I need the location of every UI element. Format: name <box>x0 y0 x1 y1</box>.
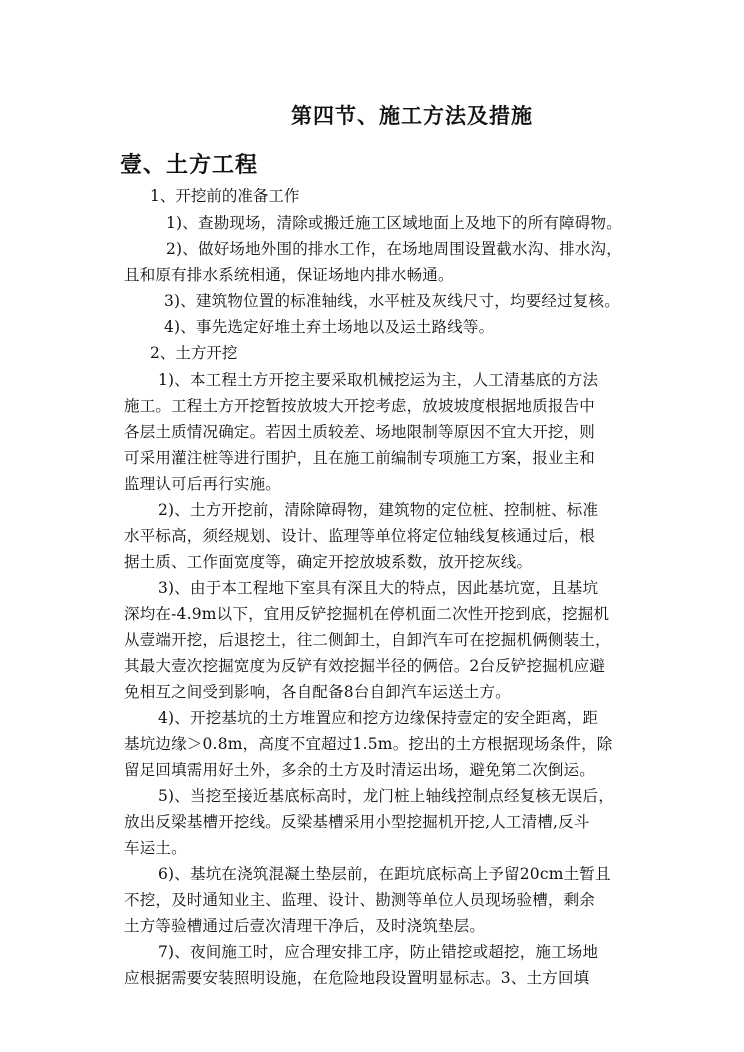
paragraph-line: 车运土。 <box>124 839 187 857</box>
paragraph-line: 不挖，及时通知业主、监理、设计、勘测等单位人员现场验槽，剩余 <box>124 891 596 909</box>
paragraph-line: 各层土质情况确定。若因土质较差、场地限制等原因不宜大开挖，则 <box>124 423 596 441</box>
paragraph-line: 应根据需要安装照明设施，在危险地段设置明显标志。3、土方回填 <box>124 969 590 987</box>
paragraph-line: 深均在-4.9m以下，宜用反铲挖掘机在停机面二次性开挖到底，挖掘机 <box>124 605 610 623</box>
paragraph-line: 1)、查勘现场，清除或搬迁施工区域地面上及地下的所有障碍物。 <box>166 214 622 232</box>
paragraph-line: 1)、本工程土方开挖主要采取机械挖运为主，人工清基底的方法 <box>158 371 599 389</box>
page-title: 第四节、施工方法及措施 <box>291 103 533 128</box>
paragraph-line: 且和原有排水系统相通，保证场地内排水畅通。 <box>124 266 454 284</box>
paragraph-line: 3)、建筑物位置的标准轴线，水平桩及灰线尺寸，均要经过复核。 <box>164 292 620 310</box>
paragraph-line: 可采用灌注桩等进行围护，且在施工前编制专项施工方案，报业主和 <box>124 449 596 467</box>
paragraph-line: 监理认可后再行实施。 <box>124 475 282 493</box>
paragraph-line: 6)、基坑在浇筑混凝土垫层前，在距坑底标高上予留20cm土暂且 <box>158 865 611 883</box>
paragraph-line: 从壹端开挖，后退挖土，往二侧卸土，自卸汽车可在挖掘机俩侧装土， <box>124 631 611 649</box>
section-heading: 壹、土方工程 <box>120 152 259 178</box>
paragraph-line: 其最大壹次挖掘宽度为反铲有效挖掘半径的俩倍。2台反铲挖掘机应避 <box>124 657 606 675</box>
paragraph-line: 5)、当挖至接近基底标高时，龙门桩上轴线控制点经复核无误后， <box>158 787 614 805</box>
paragraph-line: 2)、土方开挖前，清除障碍物，建筑物的定位桩、控制桩、标准 <box>158 501 599 519</box>
paragraph-line: 4)、事先选定好堆土弃土场地以及运土路线等。 <box>164 318 495 336</box>
paragraph-line: 水平标高，须经规划、设计、监理等单位将定位轴线复核通过后，根 <box>124 527 596 545</box>
paragraph-line: 留足回填需用好土外，多余的土方及时清运出场，避免第二次倒运。 <box>124 761 596 779</box>
paragraph-line: 据土质、工作面宽度等，确定开挖放坡系数，放开挖灰线。 <box>124 553 533 571</box>
paragraph-line: 3)、由于本工程地下室具有深且大的特点，因此基坑宽，且基坑 <box>158 579 599 597</box>
subsection-heading-1: 1、开挖前的准备工作 <box>150 187 300 205</box>
paragraph-line: 7)、夜间施工时，应合理安排工序，防止错挖或超挖，施工场地 <box>158 943 599 961</box>
paragraph-line: 施工。工程土方开挖暂按放坡大开挖考虑，放坡坡度根据地质报告中 <box>124 397 596 415</box>
paragraph-line: 基坑边缘＞0.8m，高度不宜超过1.5m。挖出的土方根据现场条件，除 <box>124 735 613 753</box>
subsection-heading-2: 2、土方开挖 <box>150 344 238 362</box>
paragraph-line: 4)、开挖基坑的土方堆置应和挖方边缘保持壹定的安全距离，距 <box>158 709 599 727</box>
paragraph-line: 2)、做好场地外围的排水工作，在场地周围设置截水沟、排水沟， <box>166 240 622 258</box>
paragraph-line: 土方等验槽通过后壹次清理干净后，及时浇筑垫层。 <box>124 917 486 935</box>
paragraph-line: 免相互之间受到影响，各自配备8台自卸汽车运送土方。 <box>124 683 511 701</box>
paragraph-line: 放出反梁基槽开挖线。反梁基槽采用小型挖掘机开挖,人工清槽,反斗 <box>124 813 590 831</box>
